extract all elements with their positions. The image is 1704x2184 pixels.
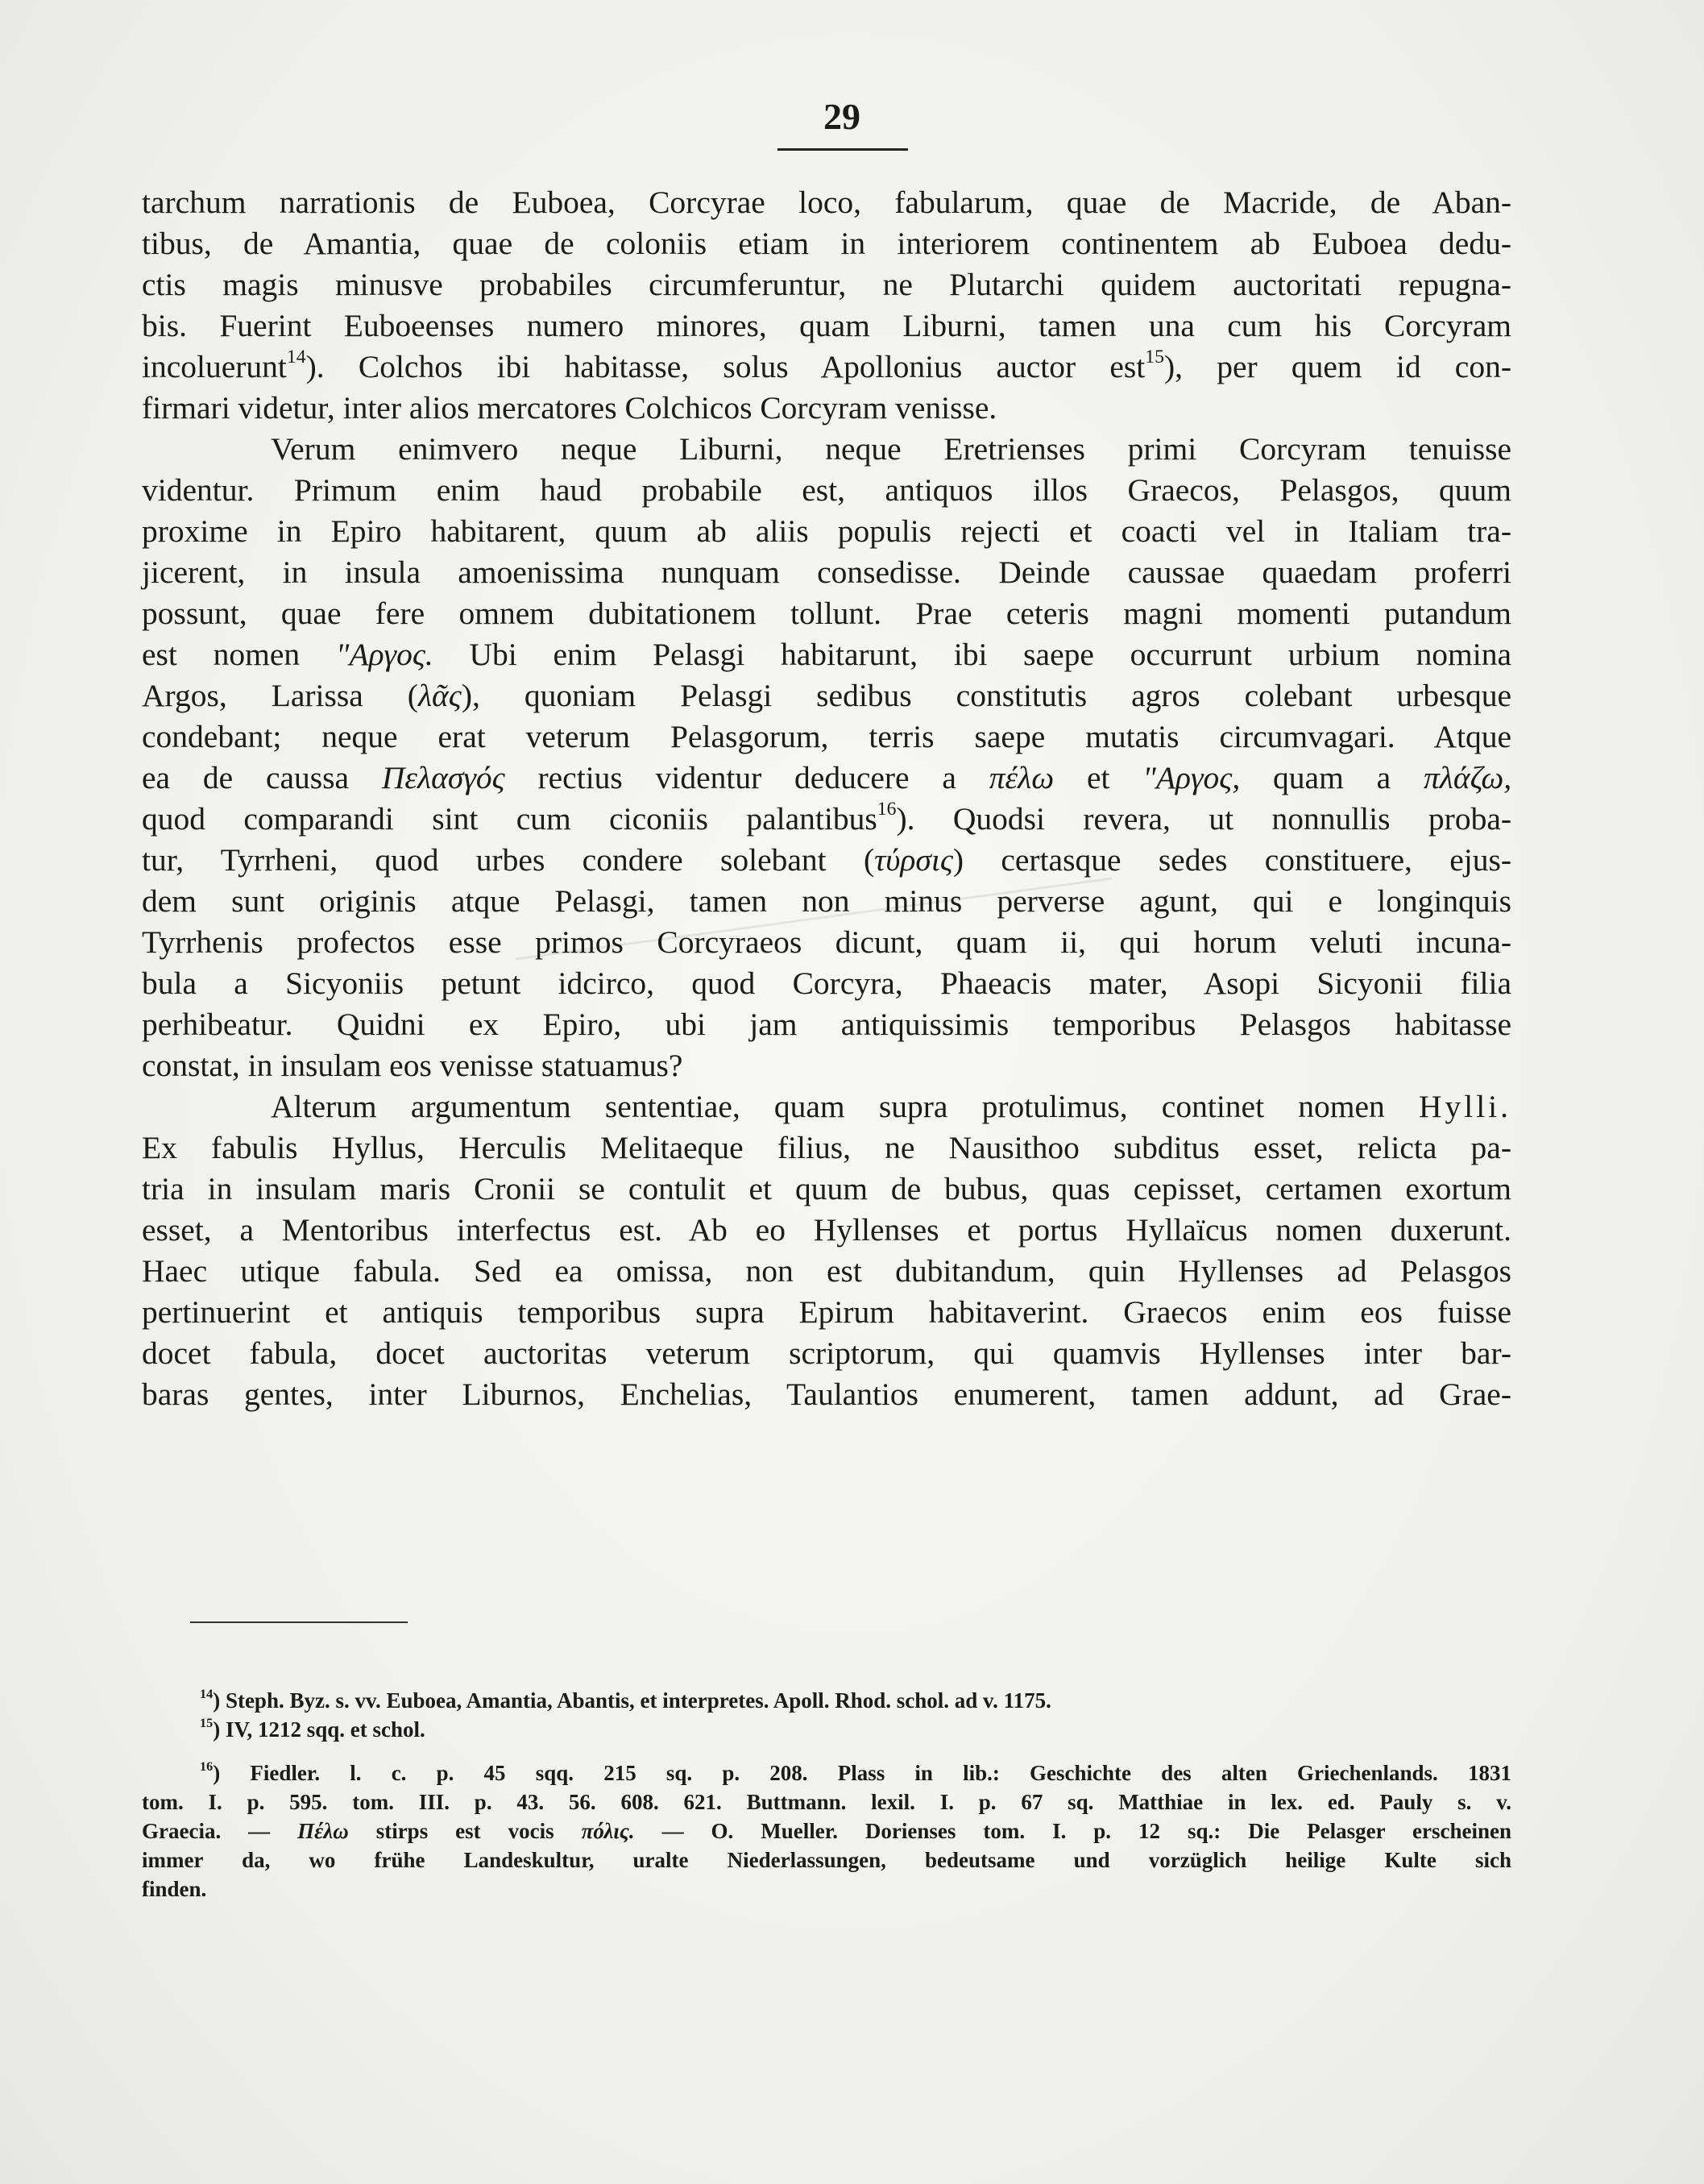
text-segment: incoluerunt <box>142 349 287 384</box>
text-segment: quam a <box>1273 760 1391 795</box>
text-line: docet fabula, docet auctoritas veterum scriptorum, qui quamvis Hyllenses inter bar- <box>142 1335 1511 1371</box>
greek-word: Πελασγός <box>381 760 505 795</box>
footnote-text: Steph. Byz. s. vv. Euboea, Amantia, Abantis, et interpretes. Apoll. Rhod. schol. ad v. 1175. <box>225 1688 1051 1713</box>
text-line: bis. Fuerint Euboeenses numero minores, quam Liburni, tamen una cum his Corcyram <box>142 308 1511 343</box>
greek-word: "Αργος, <box>1142 760 1241 795</box>
text-line <box>142 634 1511 675</box>
greek-word: πέλω <box>989 760 1055 795</box>
main-text <box>142 182 1511 1415</box>
text-line <box>142 1086 1511 1127</box>
greek-word: Πέλω <box>297 1819 349 1843</box>
footnote-ref-15[interactable]: 15 <box>1145 347 1164 368</box>
greek-word: τύρσις <box>874 842 953 878</box>
footnote-ref-14[interactable]: 14 <box>286 347 306 368</box>
text-line: esset, a Mentoribus interfectus est. Ab eo Hyllenses et portus Hyllaïcus nomen duxerunt. <box>142 1212 1511 1248</box>
emphasized-name: Hylli. <box>1418 1089 1512 1124</box>
text-segment: ). Quodsi revera, ut nonnullis proba- <box>896 801 1511 837</box>
text-segment: ) certasque sedes constituere, ejus- <box>952 842 1511 878</box>
text-line <box>142 675 1511 716</box>
text-line: tibus, de Amantia, quae de coloniis etiam in interiorem continentem ab Euboea dedu- <box>142 226 1511 261</box>
text-segment: Alterum argumentum sententiae, quam supra protulimus, continet nomen <box>271 1089 1385 1124</box>
text-line: constat, in insulam eos venisse statuamus? <box>142 1048 683 1083</box>
text-line: videntur. Primum enim haud probabile est, antiquos illos Graecos, Pelasgos, quum <box>142 472 1511 508</box>
text-line: bula a Sicyoniis petunt idcirco, quod Corcyra, Phaeacis mater, Asopi Sicyonii filia <box>142 965 1511 1001</box>
text-line: perhibeatur. Quidni ex Epiro, ubi jam antiquissimis temporibus Pelasgos habitasse <box>142 1007 1511 1042</box>
text-line: dem sunt originis atque Pelasgi, tamen non minus perverse agunt, qui e longinquis <box>142 883 1511 919</box>
text-segment: ), quoniam Pelasgi sedibus constitutis agros colebant urbesque <box>461 678 1512 713</box>
footnote-line: $^{15}$) IV, 1212 sqq. et schol. <box>200 1715 425 1742</box>
text-segment: per quem id con- <box>1217 349 1511 384</box>
text-line <box>142 840 1511 881</box>
greek-word: πλάζω, <box>1423 760 1512 795</box>
paragraph-2 <box>142 429 1511 1086</box>
text-line: firmari videtur, inter alios mercatores Colchicos Corcyram venisse. <box>142 390 997 426</box>
footnote-text: stirps est vocis <box>375 1819 554 1843</box>
footnote-15 <box>142 1715 1511 1744</box>
text-line: tarchum narrationis de Euboea, Corcyrae loco, fabularum, quae de Macride, de Aban- <box>142 185 1511 220</box>
text-line: Haec utique fabula. Sed ea omissa, non est dubitandum, quin Hyllenses ad Pelasgos <box>142 1253 1511 1289</box>
footnote-number: 14 <box>200 1686 214 1701</box>
text-line: incoluerunt$^{14}$). Colchos ibi habitasse, solus Apollonius auctor est$^{15}$), per quem id con- <box>142 347 1511 384</box>
footnote-line: immer da, wo frühe Landeskultur, uralte Niederlassungen, bedeutsame und vorzüglich heilige Kulte sich <box>142 1848 1511 1872</box>
footnote-line: finden. <box>142 1877 207 1901</box>
footnote-line: $^{16}$) Fiedler. l. c. p. 45 sqq. 215 sq. p. 208. Plass in lib.: Geschichte des alten Griechenlands. 1831 <box>200 1758 1511 1785</box>
footnotes <box>142 1686 1511 1904</box>
text-line: Ex fabulis Hyllus, Herculis Melitaeque filius, ne Nausithoo subditus esset, relicta pa- <box>142 1130 1511 1165</box>
footnote-line <box>142 1817 1511 1846</box>
footnote-line: $^{14}$) Steph. Byz. s. vv. Euboea, Amantia, Abantis, et interpretes. Apoll. Rhod. schol. ad v. 1175. <box>200 1686 1051 1713</box>
text-line: Tyrrhenis profectos esse primos Corcyraeos dicunt, quam ii, qui horum veluti incuna- <box>142 924 1511 960</box>
text-segment: Ubi enim Pelasgi habitarunt, ibi saepe occurrunt urbium nomina <box>469 637 1512 672</box>
greek-word: πόλις. <box>581 1819 635 1843</box>
text-segment: Colchos ibi habitasse, solus Apollonius auctor est <box>358 349 1146 384</box>
text-segment: rectius videntur deducere a <box>537 760 956 795</box>
text-line <box>142 799 1511 840</box>
footnote-text: Graecia. — <box>142 1819 271 1843</box>
text-segment: tur, Tyrrheni, quod urbes condere solebant ( <box>142 842 875 878</box>
greek-word: "Αργος. <box>335 637 433 672</box>
text-segment: Argos, Larissa ( <box>142 678 418 713</box>
text-line: tria in insulam maris Cronii se contulit et quum de bubus, quas cepisset, certamen exortum <box>142 1171 1511 1206</box>
footnote-16 <box>142 1758 1511 1904</box>
text-line: baras gentes, inter Liburnos, Enchelias, Taulantios enumerent, tamen addunt, ad Grae- <box>142 1376 1511 1412</box>
text-segment: ea de caussa <box>142 760 350 795</box>
text-line: Verum enimvero neque Liburni, neque Eretrienses primi Corcyram tenuisse <box>271 431 1511 467</box>
text-line: possunt, quae fere omnem dubitationem tollunt. Prae ceteris magni momenti putandum <box>142 596 1511 631</box>
page-number-rule <box>777 148 908 151</box>
footnote-ref-16[interactable]: 16 <box>877 799 897 820</box>
text-line: ctis magis minusve probabiles circumferuntur, ne Plutarchi quidem auctoritati repugna- <box>142 267 1511 302</box>
text-segment: et <box>1086 760 1110 795</box>
footnote-text: IV, 1212 sqq. et schol. <box>225 1717 425 1742</box>
footnote-separator <box>190 1621 408 1623</box>
footnote-number: 16 <box>200 1758 214 1774</box>
text-line: condebant; neque erat veterum Pelasgorum, terris saepe mutatis circumvagari. Atque <box>142 719 1511 754</box>
footnote-14 <box>142 1686 1511 1715</box>
footnote-line: tom. I. p. 595. tom. III. p. 43. 56. 608. 621. Buttmann. lexil. I. p. 67 sq. Matthiae in lex. ed. Pauly s. v. <box>142 1790 1511 1814</box>
paragraph-1 <box>142 182 1511 429</box>
footnote-number: 15 <box>200 1715 214 1730</box>
text-line: jicerent, in insula amoenissima nunquam consedisse. Deinde caussae quaedam proferri <box>142 554 1511 590</box>
footnote-text: — O. Mueller. Dorienses tom. I. p. 12 sq.: Die Pelasger erscheinen <box>661 1819 1512 1843</box>
text-line <box>142 758 1511 799</box>
text-line: pertinuerint et antiquis temporibus supra Epirum habitaverint. Graecos enim eos fuisse <box>142 1294 1511 1330</box>
footnote-text: Fiedler. l. c. p. 45 sqq. 215 sq. p. 208. Plass in lib.: Geschichte des alten Griechenlands. 1831 <box>250 1761 1511 1785</box>
text-segment: quod comparandi sint cum ciconiis palantibus <box>142 801 877 837</box>
greek-word: λᾶς <box>417 678 462 713</box>
page-number: 29 <box>823 96 860 137</box>
paragraph-3 <box>142 1086 1511 1415</box>
text-line: proxime in Epiro habitarent, quum ab aliis populis rejecti et coacti vel in Italiam tra- <box>142 513 1511 549</box>
text-segment: est nomen <box>142 637 301 672</box>
